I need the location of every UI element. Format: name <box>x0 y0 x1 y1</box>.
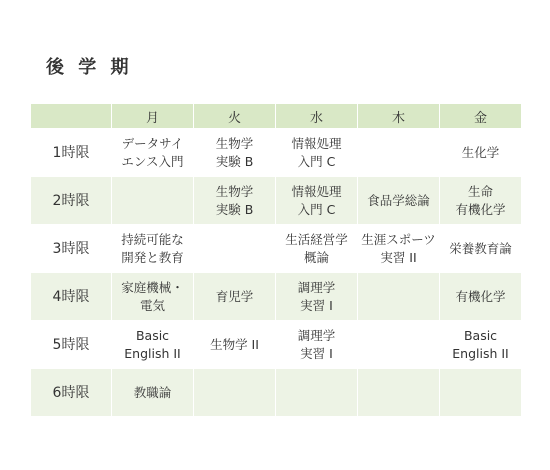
class-name-line: 生活経営学 <box>285 231 348 247</box>
class-cell-tue <box>194 321 276 369</box>
class-name-line: 生涯スポーツ <box>361 231 436 247</box>
class-name-line: 実験 B <box>215 153 254 169</box>
class-name-line: 入門 C <box>297 201 336 217</box>
class-name-line: 食品学総論 <box>367 192 430 208</box>
class-name-line: Basic <box>463 327 498 343</box>
class-cell-fri <box>440 129 522 177</box>
class-name-line: データサイ <box>121 135 184 151</box>
class-cell-wed <box>276 273 358 321</box>
period-label: 4時限 <box>31 273 112 321</box>
class-name-line: 家庭機械・ <box>121 279 184 295</box>
class-cell-mon <box>112 369 194 417</box>
timetable-body <box>31 129 522 417</box>
class-cell-thu <box>358 225 440 273</box>
class-name-line: English II <box>124 345 181 361</box>
class-cell-tue <box>194 273 276 321</box>
day-header-thu: 木 <box>358 104 440 129</box>
page-title: 後 学 期 <box>46 57 133 78</box>
class-cell-mon <box>112 177 194 225</box>
class-cell-fri <box>440 177 522 225</box>
class-name-line: 実験 B <box>215 201 254 217</box>
class-name-line: 栄養教育論 <box>449 240 512 256</box>
class-cell-wed <box>276 321 358 369</box>
class-cell-thu <box>358 129 440 177</box>
class-cell-wed <box>276 369 358 417</box>
class-cell-thu <box>358 369 440 417</box>
class-cell-mon <box>112 129 194 177</box>
class-cell-tue <box>194 129 276 177</box>
class-name-line: 実習 I <box>300 297 333 313</box>
table-row <box>31 273 522 321</box>
period-label: 5時限 <box>31 321 112 369</box>
class-cell-wed <box>276 225 358 273</box>
class-cell-thu <box>358 177 440 225</box>
class-cell-tue <box>194 177 276 225</box>
class-name-line: Basic <box>135 327 170 343</box>
table-row <box>31 177 522 225</box>
day-header-wed: 水 <box>276 104 358 129</box>
class-name-line: 生命 <box>467 183 493 199</box>
day-header-tue: 火 <box>194 104 276 129</box>
class-name-line: 実習 I <box>300 345 333 361</box>
class-name-line: 開発と教育 <box>121 249 184 265</box>
class-name-line: 調理学 <box>297 279 336 295</box>
class-cell-fri <box>440 225 522 273</box>
class-name-line: English II <box>452 345 509 361</box>
class-name-line: 生物学 <box>215 135 254 151</box>
day-header-mon: 月 <box>112 104 194 129</box>
class-name-line: 情報処理 <box>291 135 342 151</box>
class-cell-tue <box>194 369 276 417</box>
class-cell-mon <box>112 321 194 369</box>
class-name-line: 生化学 <box>461 144 500 160</box>
table-row <box>31 321 522 369</box>
class-cell-tue <box>194 225 276 273</box>
class-cell-wed <box>276 177 358 225</box>
class-cell-thu <box>358 273 440 321</box>
class-name-line: 情報処理 <box>291 183 342 199</box>
class-name-line: 有機化学 <box>455 201 506 217</box>
corner-header <box>31 104 112 129</box>
class-cell-mon <box>112 225 194 273</box>
class-cell-fri <box>440 273 522 321</box>
class-name-line: 生物学 II <box>210 336 259 352</box>
class-cell-fri <box>440 321 522 369</box>
class-name-line: 持続可能な <box>121 231 184 247</box>
class-name-line: 教職論 <box>133 384 172 400</box>
day-header-fri: 金 <box>440 104 522 129</box>
timetable <box>30 103 522 417</box>
class-name-line: 調理学 <box>297 327 336 343</box>
class-name-line: 電気 <box>139 297 165 313</box>
table-row <box>31 369 522 417</box>
class-name-line: 概論 <box>303 249 329 265</box>
period-label: 3時限 <box>31 225 112 273</box>
class-name-line: 入門 C <box>297 153 336 169</box>
day-header-row <box>31 104 522 129</box>
class-name-line: 生物学 <box>215 183 254 199</box>
period-label: 1時限 <box>31 129 112 177</box>
class-cell-fri <box>440 369 522 417</box>
table-row <box>31 225 522 273</box>
table-row <box>31 129 522 177</box>
period-label: 6時限 <box>31 369 112 417</box>
class-name-line: 有機化学 <box>455 288 506 304</box>
class-name-line: 実習 II <box>380 249 417 265</box>
class-name-line: 育児学 <box>215 288 254 304</box>
period-label: 2時限 <box>31 177 112 225</box>
class-cell-mon <box>112 273 194 321</box>
class-cell-thu <box>358 321 440 369</box>
class-cell-wed <box>276 129 358 177</box>
class-name-line: エンス入門 <box>121 153 184 169</box>
